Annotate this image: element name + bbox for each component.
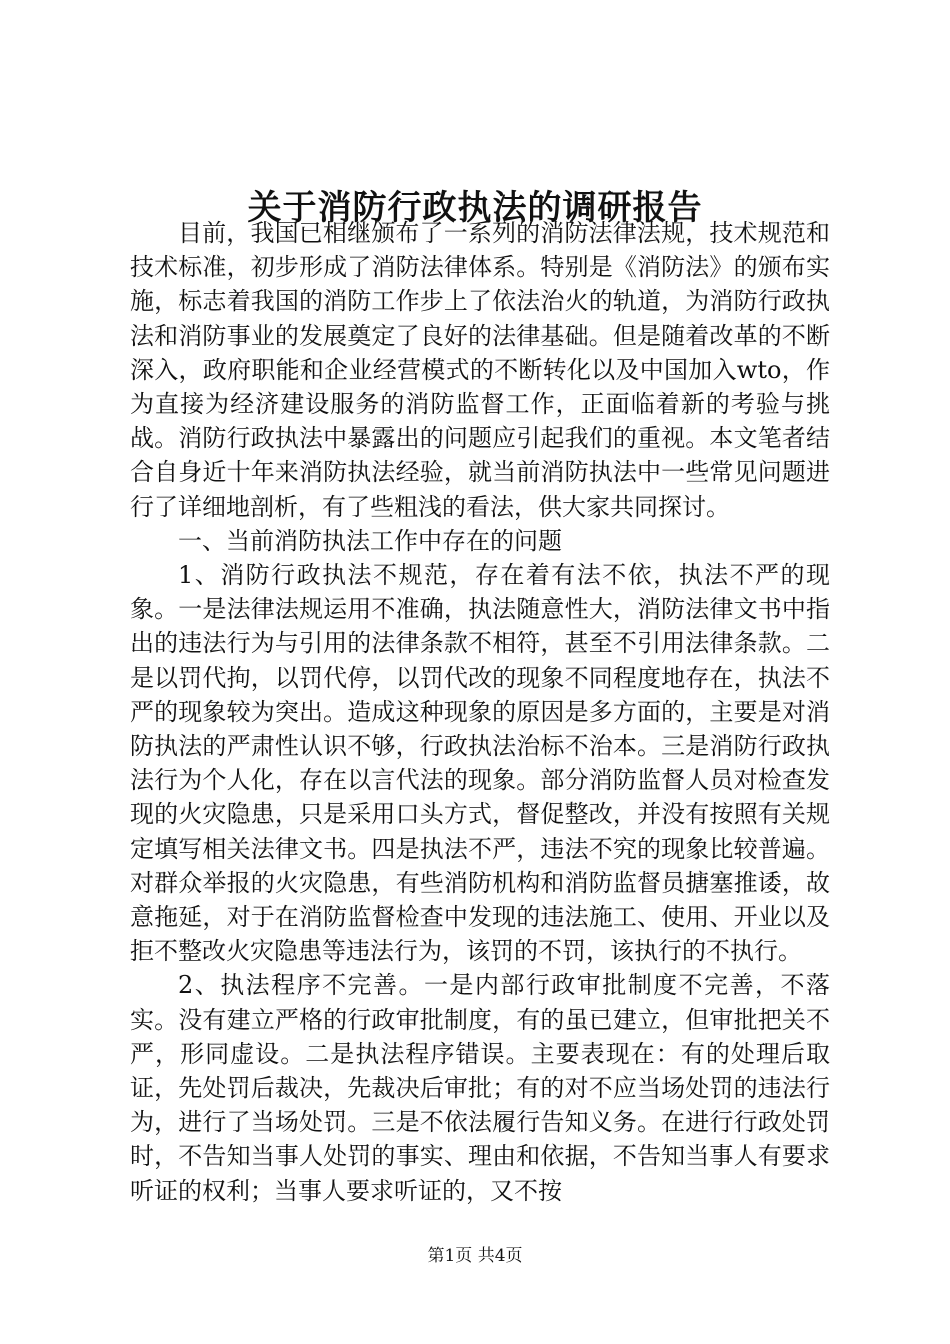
paragraph-point-1: 1、消防行政执法不规范，存在着有法不依，执法不严的现象。一是法律法规运用不准确，执法随意性大，消防法律文书中指出的违法行为与引用的法律条款不相符，甚至不引用法律条款。二是以罚代拘，以罚代停，以罚代改的现象不同程度地存在，执法不严的现象较为突出。造成这种现象的原因是多方面的，主要是对消防执法的严肃性认识不够，行政执法治标不治本。三是消防行政执法行为个人化，存在以言代法的现象。部分消防监督人员对检查发现的火灾隐患，只是采用口头方式，督促整改，并没有按照有关规定填写相关法律文书。四是执法不严，违法不究的现象比较普遍。对群众举报的火灾隐患，有些消防机构和消防监督员搪塞推诿，故意拖延，对于在消防监督检查中发现的违法施工、使用、开业以及拒不整改火灾隐患等违法行为，该罚的不罚，该执行的不执行。: [130, 561, 830, 966]
document-title: 关于消防行政执法的调研报告: [247, 188, 703, 228]
page-footer: 第1页 共4页: [427, 1246, 523, 1266]
section-heading-problems: 一、当前消防执法工作中存在的问题: [178, 526, 562, 555]
paragraph-intro: 目前，我国已相继颁布了一系列的消防法律法规，技术规范和技术标准，初步形成了消防法律体系。特别是《消防法》的颁布实施，标志着我国的消防工作步上了依法治火的轨道，为消防行政执法和消防事业的发展奠定了良好的法律基础。但是随着改革的不断深入，政府职能和企业经营模式的不断转化以及中国加入wto，作为直接为经济建设服务的消防监督工作，正面临着新的考验与挑战。消防行政执法中暴露出的问题应引起我们的重视。本文笔者结合自身近十年来消防执法经验，就当前消防执法中一些常见问题进行了详细地剖析，有了些粗浅的看法，供大家共同探讨。: [130, 219, 830, 521]
document-body: [130, 216, 830, 1208]
paragraph-point-2: 2、执法程序不完善。一是内部行政审批制度不完善，不落实。没有建立严格的行政审批制度，有的虽已建立，但审批把关不严，形同虚设。二是执法程序错误。主要表现在：有的处理后取证，先处罚后裁决，先裁决后审批；有的对不应当场处罚的违法行为，进行了当场处罚。三是不依法履行告知义务。在进行行政处罚时，不告知当事人处罚的事实、理由和依据，不告知当事人有要求听证的权利；当事人要求听证的，又不按: [130, 971, 830, 1205]
